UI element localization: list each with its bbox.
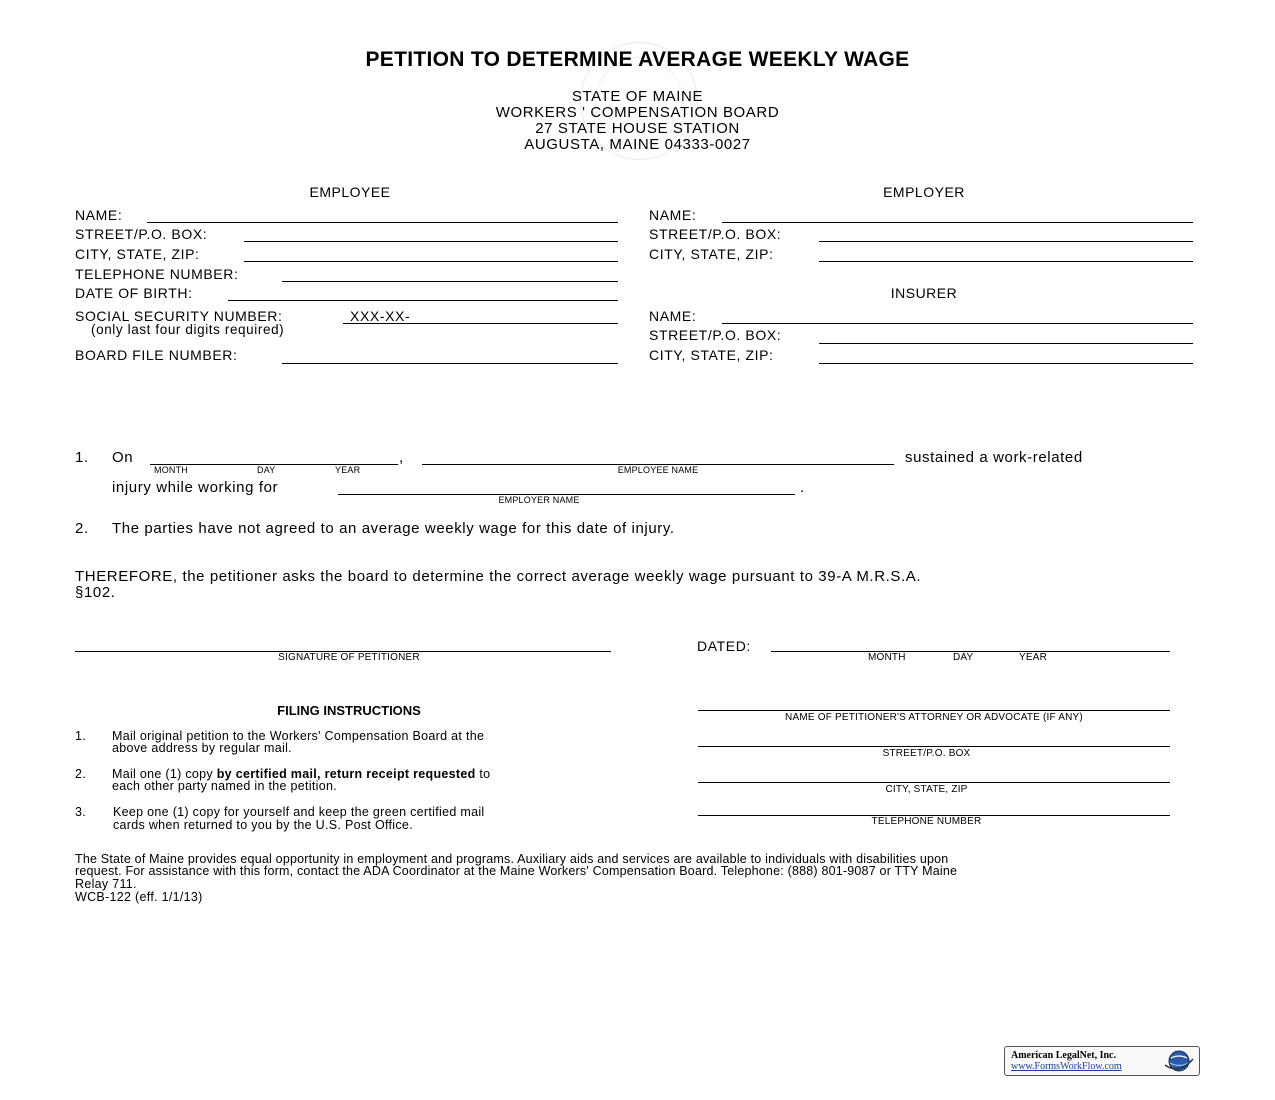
address-line-1: STATE OF MAINE [571, 88, 704, 105]
filing-item-1-line-2: above address by regular mail. [112, 741, 292, 755]
address-line-4: AUGUSTA, MAINE 04333-0027 [524, 136, 751, 153]
injury-day-caption: DAY [257, 465, 276, 475]
employee-phone-label: TELEPHONE NUMBER: [75, 266, 239, 282]
employee-ssn-label: SOCIAL SECURITY NUMBER: [75, 308, 283, 324]
attorney-city-caption: CITY, STATE, ZIP [885, 784, 968, 795]
filing-item-1-number: 1. [75, 729, 87, 743]
therefore-line-2: §102. [75, 584, 116, 601]
employee-ssn-note: (only last four digits required) [91, 322, 285, 337]
injury-month-caption: MONTH [154, 465, 188, 475]
filing-item-2-bold: by certified mail, return receipt requested [216, 767, 476, 781]
footer-line-2: request. For assistance with this form, contact the ADA Coordinator at the Maine Workers' Compensation Board. Telephone: (888) 801-9087 or TTY Maine [75, 864, 958, 878]
item2-text: The parties have not agreed to an average weekly wage for this date of injury. [112, 520, 675, 537]
address-line-2: WORKERS ' COMPENSATION BOARD [495, 104, 780, 121]
dated-month-caption: MONTH [868, 652, 906, 663]
filing-item-2-line-2: each other party named in the petition. [112, 779, 338, 793]
item1-number: 1. [75, 449, 89, 466]
injury-year-caption: YEAR [335, 465, 361, 475]
filing-item-2-number: 2. [75, 767, 87, 781]
logo-url-link[interactable]: www.FormsWorkFlow.com [1011, 1061, 1122, 1072]
address-line-3: 27 STATE HOUSE STATION [535, 120, 740, 137]
item1-comma: , [399, 449, 404, 466]
employee-phone-field[interactable] [282, 281, 618, 282]
filing-item-2-pre: Mail one (1) copy [112, 767, 217, 781]
item1-on-label: On [112, 449, 134, 466]
insurer-name-field[interactable] [722, 323, 1193, 324]
item1-injury-text: injury while working for [112, 479, 279, 496]
footer-line-3: Relay 711. [75, 877, 137, 891]
attorney-city-field[interactable] [698, 782, 1170, 783]
attorney-name-field[interactable] [698, 710, 1170, 711]
footer-line-1: The State of Maine provides equal opportunity in employment and programs. Auxiliary aids and services are available to individuals with disabilities upon [75, 852, 949, 866]
employer-street-label: STREET/P.O. BOX: [649, 226, 782, 242]
attorney-street-caption: STREET/P.O. BOX [882, 748, 971, 759]
insurer-street-label: STREET/P.O. BOX: [649, 327, 782, 343]
employer-name-label: NAME: [649, 207, 697, 223]
filing-instructions-header: FILING INSTRUCTIONS [277, 703, 421, 718]
employee-ssn-field[interactable] [343, 323, 618, 324]
insurer-street-field[interactable] [819, 343, 1193, 344]
globe-icon [1163, 1049, 1195, 1073]
employee-name-caption: EMPLOYEE NAME [617, 465, 699, 475]
employer-city-label: CITY, STATE, ZIP: [649, 246, 774, 262]
employee-name-label: NAME: [75, 207, 123, 223]
item1-sustained-text: sustained a work-related [905, 449, 1083, 466]
insurer-name-label: NAME: [649, 308, 697, 324]
employee-board-file-label: BOARD FILE NUMBER: [75, 347, 238, 363]
employer-city-field[interactable] [819, 261, 1193, 262]
dated-label: DATED: [697, 638, 751, 654]
employee-name-field[interactable] [147, 222, 618, 223]
attorney-street-field[interactable] [698, 746, 1170, 747]
filing-item-3-line-2: cards when returned to you by the U.S. Post Office. [113, 818, 413, 832]
attorney-phone-caption: TELEPHONE NUMBER [871, 816, 982, 827]
insurer-city-label: CITY, STATE, ZIP: [649, 347, 774, 363]
employee-city-field[interactable] [244, 261, 618, 262]
employer-header: EMPLOYER [883, 184, 965, 200]
insurer-header: INSURER [890, 285, 958, 301]
employee-ssn-value: XXX-XX- [350, 308, 411, 324]
dated-year-caption: YEAR [1019, 652, 1048, 663]
attorney-name-caption: NAME OF PETITIONER'S ATTORNEY OR ADVOCATE (IF ANY) [785, 712, 1083, 723]
insurer-city-field[interactable] [819, 363, 1193, 364]
logo-company-name: American LegalNet, Inc. [1011, 1050, 1116, 1061]
item2-number: 2. [75, 520, 89, 537]
employee-street-label: STREET/P.O. BOX: [75, 226, 208, 242]
dated-day-caption: DAY [953, 652, 974, 663]
signature-caption: SIGNATURE OF PETITIONER [278, 652, 420, 663]
filing-item-3-number: 3. [75, 805, 87, 819]
filing-item-2-post: to [475, 767, 491, 781]
employee-street-field[interactable] [244, 241, 618, 242]
item1-period: . [800, 479, 805, 496]
american-legalnet-logo [1004, 1046, 1200, 1076]
employer-street-field[interactable] [819, 241, 1193, 242]
filing-item-3-line-1: Keep one (1) copy for yourself and keep the green certified mail [113, 805, 485, 819]
employee-dob-label: DATE OF BIRTH: [75, 285, 193, 301]
form-id: WCB-122 (eff. 1/1/13) [75, 890, 203, 904]
employee-board-file-field[interactable] [282, 363, 618, 364]
therefore-line-1: THEREFORE, the petitioner asks the board to determine the correct average weekly wage pursuant to 39-A M.R.S.A. [75, 568, 922, 585]
filing-item-1-line-1: Mail original petition to the Workers' Compensation Board at the [112, 729, 485, 743]
employee-header: EMPLOYEE [309, 184, 391, 200]
employer-name-caption: EMPLOYER NAME [498, 495, 580, 505]
employee-city-label: CITY, STATE, ZIP: [75, 246, 200, 262]
form-title: PETITION TO DETERMINE AVERAGE WEEKLY WAGE [365, 48, 910, 71]
employee-dob-field[interactable] [228, 300, 618, 301]
employer-name-field[interactable] [722, 222, 1193, 223]
